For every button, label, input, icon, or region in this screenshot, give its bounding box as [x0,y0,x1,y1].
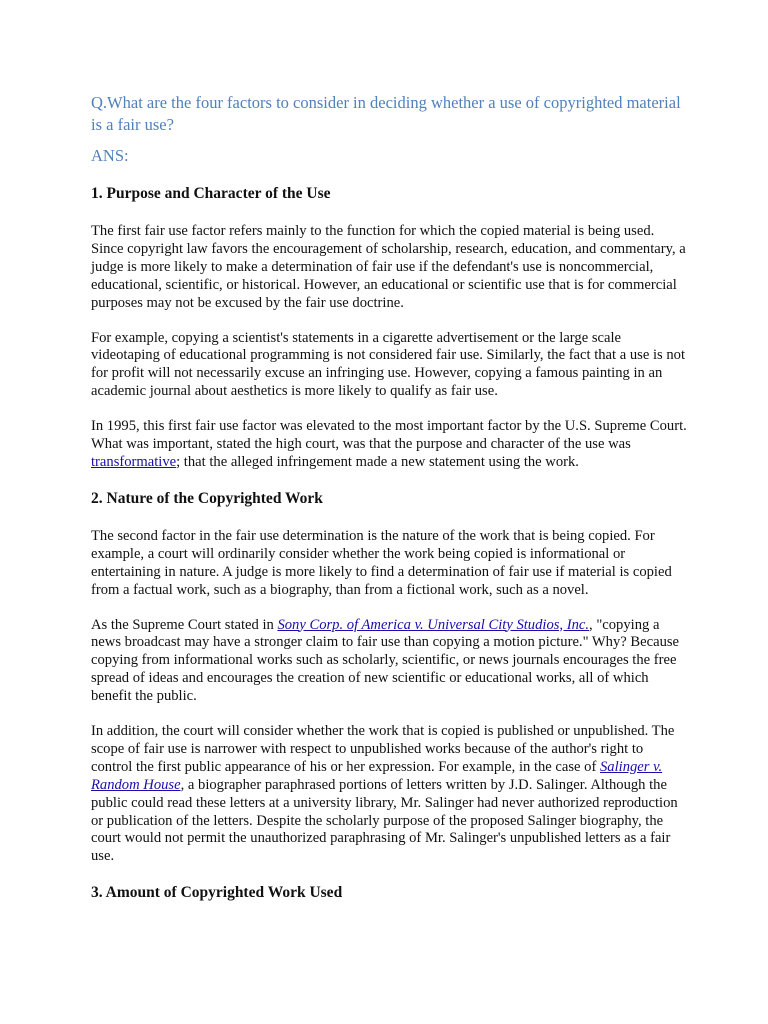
paragraph-text: ; that the alleged infringement made a new statement using the work. [176,453,579,470]
section-heading-amount: 3. Amount of Copyrighted Work Used [91,884,343,902]
question-text: Q.What are the four factors to consider in deciding whether a use of copyrighted material is a fair use? [91,93,681,134]
salinger-case-link[interactable]: Salinger v. Random House [91,758,663,793]
paragraph [91,723,688,866]
paragraph: For example, copying a scientist's statements in a cigarette advertisement or the large scale videotaping of educational programming is not considered fair use. Similarly, the fact that a use is not for profit will not necessarily excuse an infringing use. However, copying a famous painting in an academic journal about aesthetics is more likely to qualify as fair use. [91,329,685,400]
paragraph-text: In addition, the court will consider whether the work that is copied is published or unpublished. The scope of fair use is narrower with respect to unpublished works because of the author's right to control the first public appearance of his or her expression. For example, in the case of [91,723,675,775]
paragraph [91,617,688,707]
section-heading-nature: 2. Nature of the Copyrighted Work [91,489,323,507]
paragraph: The second factor in the fair use determination is the nature of the work that is being copied. For example, a court will ordinarily consider whether the work being copied is informational or entertaining in nature. A judge is more likely to find a determination of fair use if material is copied from a factual work, such as a biography, than from a fictional work, such as a novel. [91,527,672,598]
paragraph-text: , a biographer paraphrased portions of letters written by J.D. Salinger. Although the public could read these letters at a university library, Mr. Salinger had never authorized reproduction or publication of the letters. Despite the scholarly purpose of the proposed Salinger biography, the court would not permit the unauthorized paraphrasing of Mr. Salinger's unpublished letters as a fair use. [91,776,678,865]
paragraph-text: As the Supreme Court stated in [91,616,278,633]
paragraph: The first fair use factor refers mainly to the function for which the copied material is being used. Since copyright law favors the encouragement of scholarship, research, education, and commentary, a judge is more likely to make a determination of fair use if the defendant's use is noncommercial, educational, scientific, or historical. However, an educational or scientific use that is for commercial purposes may not be excused by the fair use doctrine. [91,223,686,311]
section-heading-purpose: 1. Purpose and Character of the Use [91,185,331,202]
paragraph-text: , "copying a news broadcast may have a stronger claim to fair use than copying a motion picture." Why? Because copying from informational works such as scholarly, scientific, or news journals encourages the free spread of ideas and encourages the creation of new scientific or educational works, all of which benefit the public. [91,616,680,705]
paragraph-text: In 1995, this first fair use factor was elevated to the most important factor by the U.S. Supreme Court. What was important, stated the high court, was that the purpose and character of the use was [91,418,687,453]
paragraph [91,418,688,472]
answer-label: ANS: [91,146,129,165]
sony-case-link[interactable]: Sony Corp. of America v. Universal City Studios, Inc. [277,616,590,633]
transformative-link[interactable]: transformative [91,453,177,470]
